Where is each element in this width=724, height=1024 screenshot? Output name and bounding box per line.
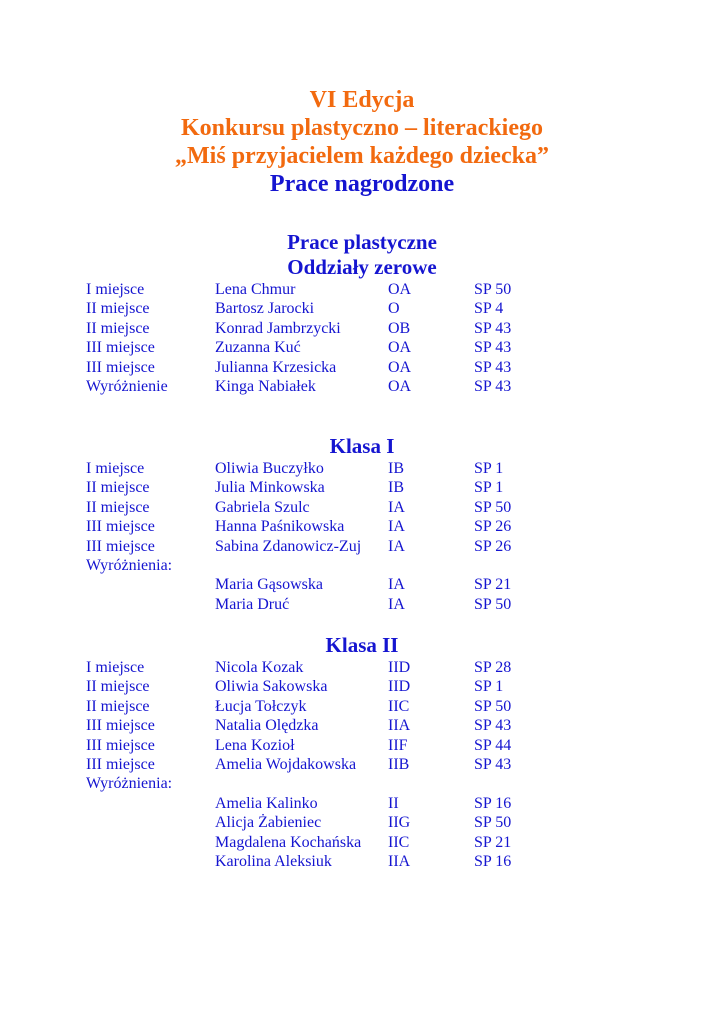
heading-zero-classes: Oddziały zerowe: [287, 255, 437, 279]
award-place: II miejsce: [86, 479, 150, 497]
result-row: [0, 478, 724, 497]
title-contest: Konkursu plastyczno – literackiego: [180, 115, 543, 141]
student-name: Oliwia Sakowska: [215, 678, 328, 696]
award-place: Wyróżnienie: [86, 377, 168, 395]
school-code: SP 50: [474, 498, 512, 516]
result-row: [0, 319, 724, 338]
award-place: II miejsce: [86, 498, 150, 516]
school-code: SP 43: [474, 755, 512, 773]
results-list-class-2: [0, 658, 724, 871]
result-row: [0, 517, 724, 536]
result-row: [0, 338, 724, 357]
result-row: [0, 813, 724, 832]
award-place: I miejsce: [86, 281, 145, 298]
student-name: Kinga Nabiałek: [215, 377, 316, 395]
result-row: [0, 697, 724, 716]
result-row: [0, 299, 724, 318]
school-code: SP 4: [474, 300, 504, 318]
student-name: Hanna Paśnikowska: [215, 518, 345, 536]
class-code: IA: [388, 498, 405, 516]
school-code: SP 43: [474, 717, 512, 735]
student-name: Nicola Kozak: [215, 659, 304, 676]
student-name: Konrad Jambrzycki: [215, 319, 341, 337]
award-place: III miejsce: [86, 339, 155, 357]
award-place: III miejsce: [86, 518, 155, 536]
school-code: SP 28: [474, 659, 512, 676]
school-code: SP 43: [474, 339, 512, 357]
class-code: IIC: [388, 697, 410, 715]
class-code: IB: [388, 460, 404, 477]
result-row: [0, 595, 724, 614]
document-title: [0, 86, 724, 198]
student-name: Maria Gąsowska: [215, 576, 323, 594]
class-code: IIG: [388, 814, 411, 832]
student-name: Bartosz Jarocki: [215, 300, 315, 318]
result-row: [0, 377, 724, 396]
student-name: Łucja Tołczyk: [215, 697, 307, 715]
class-code: IA: [388, 576, 405, 594]
result-row: [0, 755, 724, 774]
school-code: SP 43: [474, 377, 512, 395]
class-code: IA: [388, 518, 405, 536]
school-code: SP 50: [474, 697, 512, 715]
student-name: Lena Chmur: [215, 281, 296, 298]
award-place: III miejsce: [86, 358, 155, 376]
student-name: Oliwia Buczyłko: [215, 460, 324, 477]
class-code: OA: [388, 358, 412, 376]
school-code: SP 50: [474, 814, 512, 832]
award-place: I miejsce: [86, 659, 145, 676]
results-list-zero: [0, 280, 724, 396]
school-code: SP 44: [474, 736, 512, 754]
award-place: III miejsce: [86, 736, 155, 754]
award-place: II miejsce: [86, 319, 150, 337]
award-place: III miejsce: [86, 755, 155, 773]
result-row: [0, 537, 724, 556]
student-name: Maria Druć: [215, 595, 290, 613]
school-code: SP 26: [474, 518, 512, 536]
student-name: Alicja Żabieniec: [215, 814, 322, 832]
title-awarded: Prace nagrodzone: [269, 171, 455, 197]
school-code: SP 1: [474, 479, 504, 497]
school-code: SP 43: [474, 358, 512, 376]
result-row: [0, 716, 724, 735]
class-code: IIC: [388, 833, 410, 851]
class-code: O: [388, 300, 400, 318]
class-code: IB: [388, 479, 404, 497]
results-list-class-1: [0, 459, 724, 614]
school-code: SP 1: [474, 460, 504, 477]
result-row: [0, 556, 724, 575]
school-code: SP 43: [474, 319, 512, 337]
result-row: [0, 852, 724, 871]
student-name: Amelia Kalinko: [215, 794, 318, 812]
result-row: [0, 833, 724, 852]
award-place: I miejsce: [86, 460, 145, 477]
title-motto: „Miś przyjacielem każdego dziecka”: [175, 143, 549, 169]
award-place: II miejsce: [86, 300, 150, 318]
title-edition: VI Edycja: [309, 87, 415, 113]
student-name: Magdalena Kochańska: [215, 833, 362, 851]
school-code: SP 26: [474, 537, 512, 555]
student-name: Lena Kozioł: [215, 736, 295, 754]
class-code: OA: [388, 339, 412, 357]
school-code: SP 16: [474, 794, 512, 812]
school-code: SP 50: [474, 595, 512, 613]
result-row: [0, 498, 724, 517]
heading-plastic-works: Prace plastyczne: [287, 230, 437, 254]
award-place: II miejsce: [86, 678, 150, 696]
school-code: SP 21: [474, 833, 512, 851]
award-place: III miejsce: [86, 717, 155, 735]
class-code: OA: [388, 281, 412, 298]
student-name: Natalia Olędzka: [215, 717, 319, 735]
student-name: Sabina Zdanowicz-Zuj: [215, 537, 362, 555]
result-row: [0, 280, 724, 299]
heading-class-1: Klasa I: [329, 434, 395, 458]
school-code: SP 1: [474, 678, 504, 696]
result-row: [0, 736, 724, 755]
award-place: III miejsce: [86, 537, 155, 555]
school-code: SP 50: [474, 281, 512, 298]
school-code: SP 16: [474, 852, 512, 870]
class-code: II: [388, 794, 399, 812]
result-row: [0, 459, 724, 478]
school-code: SP 21: [474, 576, 512, 594]
class-code: IA: [388, 595, 405, 613]
class-code: IIB: [388, 755, 410, 773]
award-place: Wyróżnienia:: [86, 556, 173, 574]
class-code: IIA: [388, 852, 411, 870]
result-row: [0, 677, 724, 696]
class-code: IID: [388, 659, 411, 676]
class-code: IIF: [388, 736, 408, 754]
student-name: Karolina Aleksiuk: [215, 852, 332, 870]
student-name: Amelia Wojdakowska: [215, 755, 357, 773]
result-row: [0, 794, 724, 813]
student-name: Julianna Krzesicka: [215, 358, 337, 376]
result-row: [0, 575, 724, 594]
class-code: IID: [388, 678, 411, 696]
result-row: [0, 658, 724, 677]
class-code: IA: [388, 537, 405, 555]
result-row: [0, 358, 724, 377]
student-name: Julia Minkowska: [215, 479, 325, 497]
student-name: Gabriela Szulc: [215, 498, 310, 516]
heading-class-2: Klasa II: [325, 633, 399, 657]
class-code: OA: [388, 377, 412, 395]
award-place: II miejsce: [86, 697, 150, 715]
class-code: IIA: [388, 717, 411, 735]
award-place: Wyróżnienia:: [86, 775, 173, 793]
student-name: Zuzanna Kuć: [215, 339, 301, 357]
result-row: [0, 774, 724, 793]
class-code: OB: [388, 319, 411, 337]
